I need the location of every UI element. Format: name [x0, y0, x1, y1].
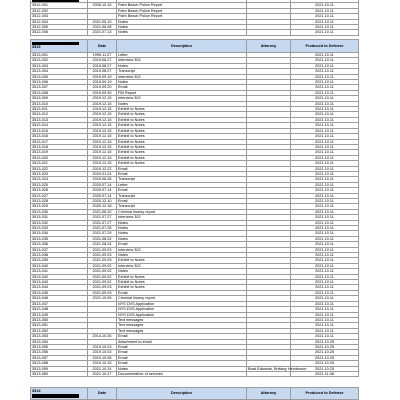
- cell-produced: 2021.11.08: [291, 371, 359, 376]
- section-label: 3514: [32, 389, 41, 393]
- cell-id: 3513-029: [31, 204, 88, 209]
- cell-id: 3513-006: [31, 80, 88, 85]
- cell-description: Exhibit to Notes: [117, 150, 247, 155]
- cell-produced: 2021.10.11: [291, 3, 359, 8]
- cell-date: 2019.10.15: [88, 361, 117, 366]
- cell-produced: 2021.10.11: [291, 171, 359, 176]
- cell-description: Email: [117, 242, 247, 247]
- cell-produced: 2021.10.11: [291, 220, 359, 225]
- cell-date: 2021.07.27: [88, 220, 117, 225]
- cell-id: 3513-004: [31, 69, 88, 74]
- cell-produced: 2021.10.25: [291, 339, 359, 344]
- cell-id: 3513-053: [31, 334, 88, 339]
- cell-id: 3513-022: [31, 166, 88, 171]
- cell-id: 3513-033: [31, 226, 88, 231]
- cell-description: Email: [117, 361, 247, 366]
- section-label: 3513: [32, 45, 41, 50]
- cell-description: Transcript: [117, 69, 247, 74]
- cell-produced: 2021.10.11: [291, 69, 359, 74]
- cell-description: Notes: [117, 231, 247, 236]
- cell-description: Letter: [117, 182, 247, 187]
- cell-date: 2021.09.03: [88, 290, 117, 295]
- cell-produced: 2021.10.25: [291, 355, 359, 360]
- cell-id: 3513-003: [31, 63, 88, 68]
- cell-date: 2021.09.03: [88, 285, 117, 290]
- cell-produced: 2021.10.11: [291, 285, 359, 290]
- cell-date: 2021.08.24: [88, 236, 117, 241]
- cell-date: 2019.08.27: [88, 58, 117, 63]
- cell-description: NYS DVS Application: [117, 312, 247, 317]
- cell-description: Notes: [117, 101, 247, 106]
- cell-description: Exhibit to Notes: [117, 134, 247, 139]
- header-attorney: Attorney: [247, 40, 291, 53]
- cell-id: 3513-044: [31, 285, 88, 290]
- cell-id: 3513-018: [31, 144, 88, 149]
- cell-date: 2020.12.18: [88, 204, 117, 209]
- redaction-bar: [32, 394, 79, 398]
- cell-produced: 2021.10.11: [291, 63, 359, 68]
- cell-produced: 2021.10.11: [291, 323, 359, 328]
- cell-description: Email: [117, 355, 247, 360]
- cell-id: 3513-051: [31, 323, 88, 328]
- cell-description: Notes: [117, 253, 247, 258]
- cell-produced: 2021.10.11: [291, 14, 359, 19]
- cell-description: Interview 302: [117, 96, 247, 101]
- cell-produced: 2021.10.11: [291, 90, 359, 95]
- cell-description: Text messages: [117, 328, 247, 333]
- cell-id: 3513-002: [31, 58, 88, 63]
- cell-id: 3513-026: [31, 188, 88, 193]
- header-attorney: Attorney: [247, 388, 291, 400]
- cell-id: 3513-015: [31, 128, 88, 133]
- cell-description: Exhibit to Notes: [117, 123, 247, 128]
- cell-id: 3513-039: [31, 258, 88, 263]
- cell-date: 2021.09.02: [88, 274, 117, 279]
- cell-produced: 2021.10.11: [291, 155, 359, 160]
- cell-produced: 2021.10.25: [291, 366, 359, 371]
- cell-date: 2020.01.24: [88, 171, 117, 176]
- cell-description: FBI Report: [117, 90, 247, 95]
- cell-description: Notes: [117, 25, 247, 30]
- cell-id: 3513-050: [31, 317, 88, 322]
- cell-date: 2019.10.03: [88, 344, 117, 349]
- cell-description: Notes: [117, 236, 247, 241]
- cell-produced: 2021.10.11: [291, 317, 359, 322]
- cell-id: 3513-014: [31, 123, 88, 128]
- cell-description: Transcript: [117, 177, 247, 182]
- cell-produced: 2021.10.11: [291, 112, 359, 117]
- cell-description: Email: [117, 166, 247, 171]
- table-body: [31, 53, 359, 377]
- cell-date: 2019.10.03: [88, 350, 117, 355]
- cell-id: 3513-017: [31, 139, 88, 144]
- cell-id: 3513-060: [31, 371, 88, 376]
- cell-attorney: Brad Edwards, Brittany Henderson: [248, 366, 307, 371]
- table-header: [31, 40, 359, 53]
- cell-id: 3513-013: [31, 117, 88, 122]
- cell-date: 2014.10.26: [88, 334, 117, 339]
- cell-produced: 2021.10.11: [291, 53, 359, 58]
- cell-date: 2019.09.19: [88, 80, 117, 85]
- cell-date: 2019.12.15: [88, 161, 117, 166]
- cell-id: 3513-041: [31, 269, 88, 274]
- cell-produced: 2021.10.11: [291, 269, 359, 274]
- cell-description: Interview 302: [117, 215, 247, 220]
- cell-description: Exhibit to Notes: [117, 144, 247, 149]
- cell-date: 2021.09.03: [88, 253, 117, 258]
- cell-id: 3513-054: [31, 339, 88, 344]
- cell-id: 3513-034: [31, 231, 88, 236]
- cell-date: 2019.12.22: [88, 166, 117, 171]
- cell-produced: 2021.10.11: [291, 182, 359, 187]
- cell-id: 3513-019: [31, 150, 88, 155]
- cell-produced: 2021.10.11: [291, 274, 359, 279]
- cell-date: 2019.08.27: [88, 63, 117, 68]
- cell-id: 3513-012: [31, 112, 88, 117]
- cell-description: Exhibit to Notes: [117, 117, 247, 122]
- cell-description: Email: [117, 188, 247, 193]
- cell-id: 3513-005: [31, 74, 88, 79]
- cell-produced: 2021.10.11: [291, 96, 359, 101]
- cell-produced: 2021.10.11: [291, 188, 359, 193]
- cell-produced: 2021.10.11: [291, 128, 359, 133]
- cell-date: 2019.10.08: [88, 355, 117, 360]
- cell-date: 2021.08.24: [88, 242, 117, 247]
- cell-produced: 2021.10.11: [291, 328, 359, 333]
- cell-date: 2021.09.02: [88, 280, 117, 285]
- cell-description: Exhibit to Notes: [117, 161, 247, 166]
- cell-description: Text messages: [117, 323, 247, 328]
- cell-produced: 2021.10.11: [291, 231, 359, 236]
- cell-date: 2019.09.20: [88, 85, 117, 90]
- cell-date: 2020.07.14: [88, 193, 117, 198]
- cell-description: Notes: [117, 220, 247, 225]
- cell-date: 2021.07.29: [88, 231, 117, 236]
- cell-id: 3513-036: [31, 242, 88, 247]
- cell-produced: 2021.10.11: [291, 117, 359, 122]
- cell-produced: 2021.10.11: [291, 58, 359, 63]
- cell-produced: 2021.10.11: [291, 150, 359, 155]
- cell-attorney: [247, 30, 291, 35]
- cell-id: 3513-028: [31, 198, 88, 203]
- cell-id: 3513-047: [31, 301, 88, 306]
- cell-date: 2019.12.15: [88, 134, 117, 139]
- log-table-continued: [30, 0, 359, 36]
- cell-produced: 2021.10.11: [291, 80, 359, 85]
- cell-date: 2020.06.26: [88, 177, 117, 182]
- cell-produced: 2021.10.11: [291, 312, 359, 317]
- cell-description: Email: [117, 85, 247, 90]
- cell-produced: 2021.10.11: [291, 253, 359, 258]
- log-table-3514: [30, 387, 359, 400]
- cell-id: 3513-011: [31, 107, 88, 112]
- cell-date: 2020.07.14: [88, 182, 117, 187]
- cell-description: Email: [117, 344, 247, 349]
- cell-id: 3513-057: [31, 355, 88, 360]
- cell-produced: 2021.10.11: [291, 177, 359, 182]
- cell-produced: 2021.10.11: [291, 247, 359, 252]
- table-row: [31, 30, 359, 35]
- cell-description: Notes: [117, 63, 247, 68]
- cell-date: 2019.12.15: [88, 123, 117, 128]
- cell-description: Notes: [117, 269, 247, 274]
- cell-produced: 2021.10.11: [291, 123, 359, 128]
- cell-description: Notes: [117, 80, 247, 85]
- cell-description: Criminal history report: [117, 209, 247, 214]
- header-description: Description: [117, 388, 247, 400]
- cell-produced: 2021.10.11: [291, 204, 359, 209]
- cell-produced: 2021.10.11: [291, 290, 359, 295]
- cell-produced: 2021.10.11: [291, 25, 359, 30]
- cell-description: Interview 302: [117, 247, 247, 252]
- cell-date: 2019.12.15: [88, 128, 117, 133]
- cell-produced: 2021.10.11: [291, 301, 359, 306]
- cell-description: Transcript: [117, 193, 247, 198]
- cell-attorney: [247, 371, 291, 376]
- cell-date: 2019.12.15: [88, 139, 117, 144]
- cell-produced: 2021.10.11: [291, 263, 359, 268]
- cell-description: NYS DVS Application: [117, 307, 247, 312]
- cell-description: Palm Beach Police Report: [117, 3, 247, 8]
- cell-produced: 2021.10.11: [291, 30, 359, 35]
- cell-id: 3512-003: [31, 14, 88, 19]
- cell-date: 2021.09.02: [88, 263, 117, 268]
- cell-produced: 2021.10.25: [291, 344, 359, 349]
- cell-id: 3513-001: [31, 53, 88, 58]
- cell-id: 3513-058: [31, 361, 88, 366]
- cell-date: 2019.12.15: [88, 107, 117, 112]
- cell-description: Exhibit to Notes: [117, 155, 247, 160]
- cell-produced: 2021.10.11: [291, 19, 359, 24]
- cell-date: 2021.09.03: [88, 247, 117, 252]
- cell-description: Email: [117, 350, 247, 355]
- cell-date: 2019.12.15: [88, 144, 117, 149]
- cell-id: 3513-046: [31, 296, 88, 301]
- cell-id: 3513-037: [31, 247, 88, 252]
- cell-date: 2019.08.27: [88, 69, 117, 74]
- table-body: [31, 0, 359, 35]
- cell-produced: 2021.10.11: [291, 258, 359, 263]
- cell-produced: 2021.10.11: [291, 242, 359, 247]
- cell-date: 2021.07.13: [88, 30, 117, 35]
- cell-id: 3513-042: [31, 274, 88, 279]
- cell-produced: 2021.10.11: [291, 280, 359, 285]
- cell-produced: 2021.10.11: [291, 334, 359, 339]
- cell-date: 2021.05.19: [88, 19, 117, 24]
- cell-date: 2021.06.20: [88, 209, 117, 214]
- cell-id: 3513-020: [31, 155, 88, 160]
- cell-date: 2005.10.15: [88, 3, 117, 8]
- cell-id: 3513-030: [31, 209, 88, 214]
- cell-produced: 2021.10.11: [291, 144, 359, 149]
- cell-id: 3512-006: [31, 30, 88, 35]
- cell-produced: 2021.10.11: [291, 198, 359, 203]
- cell-id: 3512-005: [31, 25, 88, 30]
- cell-produced: 2021.10.11: [291, 166, 359, 171]
- log-table-3513: [30, 39, 359, 377]
- cell-id: 3513-031: [31, 215, 88, 220]
- cell-description: Letter: [117, 53, 247, 58]
- cell-date: 2019.09.19: [88, 74, 117, 79]
- cell-date: 2019.12.15: [88, 101, 117, 106]
- cell-id: 3513-016: [31, 134, 88, 139]
- cell-produced: 2021.10.11: [291, 226, 359, 231]
- cell-produced: 2021.10.25: [291, 350, 359, 355]
- cell-id: 3513-040: [31, 263, 88, 268]
- cell-id: 3513-059: [31, 366, 88, 371]
- cell-description: Email: [117, 198, 247, 203]
- cell-produced: 2021.10.11: [291, 161, 359, 166]
- cell-date: 2020.12.10: [88, 198, 117, 203]
- cell-produced: 2021.10.11: [291, 8, 359, 13]
- cell-description: Criminal history report: [117, 296, 247, 301]
- cell-description: Palm Beach Police Report: [117, 8, 247, 13]
- cell-date: 2021.10.24: [88, 366, 117, 371]
- cell-description: Interview 302: [117, 74, 247, 79]
- cell-id: 3513-055: [31, 344, 88, 349]
- cell-produced: 2021.10.11: [291, 134, 359, 139]
- cell-id: 3512-001: [31, 3, 88, 8]
- header-date: Date: [88, 40, 117, 53]
- cell-id: 3512-004: [31, 19, 88, 24]
- cell-description: NYS DVS Application: [117, 301, 247, 306]
- table-header: [31, 388, 359, 400]
- cell-id: 3513-025: [31, 182, 88, 187]
- cell-produced: 2021.10.11: [291, 307, 359, 312]
- cell-id: 3513-021: [31, 161, 88, 166]
- cell-date: 2021.07.27: [88, 215, 117, 220]
- cell-produced: 2021.10.11: [291, 139, 359, 144]
- cell-produced: 2021.10.11: [291, 215, 359, 220]
- cell-description: Transcript: [117, 204, 247, 209]
- cell-description: Exhibit to Notes: [117, 258, 247, 263]
- cell-date: 2021.10.06: [88, 296, 117, 301]
- cell-id: 3513-023: [31, 171, 88, 176]
- header-id-cell: [31, 388, 88, 400]
- cell-id: 3513-049: [31, 312, 88, 317]
- cell-produced: 2021.10.11: [291, 236, 359, 241]
- cell-description: Notes: [117, 19, 247, 24]
- cell-date: 2019.12.15: [88, 112, 117, 117]
- cell-produced: 2021.10.11: [291, 101, 359, 106]
- cell-produced: 2021.10.11: [291, 74, 359, 79]
- header-description: Description: [117, 40, 247, 53]
- cell-id: 3513-024: [31, 177, 88, 182]
- cell-date: 2019.12.15: [88, 117, 117, 122]
- cell-id: 3513-045: [31, 290, 88, 295]
- cell-date: 2021.07.28: [88, 226, 117, 231]
- cell-produced: 2021.10.11: [291, 209, 359, 214]
- cell-date: 2021.09.03: [88, 258, 117, 263]
- cell-description: Email: [117, 171, 247, 176]
- cell-description: Exhibit to Notes: [117, 285, 247, 290]
- cell-id: 3513-008: [31, 90, 88, 95]
- cell-id: 3513-007: [31, 85, 88, 90]
- cell-description: Exhibit to Notes: [117, 112, 247, 117]
- cell-id: 3513-043: [31, 280, 88, 285]
- cell-id: 3513-056: [31, 350, 88, 355]
- cell-description: Text messages: [117, 317, 247, 322]
- cell-date: 2021.09.02: [88, 269, 117, 274]
- cell-id: 3513-027: [31, 193, 88, 198]
- cell-description: Exhibit to Notes: [117, 280, 247, 285]
- cell-produced: 2021.10.11: [291, 193, 359, 198]
- header-id-cell: [31, 40, 88, 53]
- cell-produced: 2021.10.11: [291, 107, 359, 112]
- cell-date: 2019.12.15: [88, 96, 117, 101]
- cell-produced: 2021.10.11: [291, 296, 359, 301]
- table-header-row: [31, 388, 359, 400]
- cell-description: Email: [117, 334, 247, 339]
- cell-id: 3513-035: [31, 236, 88, 241]
- cell-description: Exhibit to Notes: [117, 274, 247, 279]
- header-produced: Produced to Defense: [291, 40, 359, 53]
- cell-description: Interview 302: [117, 263, 247, 268]
- cell-id: 3513-032: [31, 220, 88, 225]
- cell-description: Email: [117, 290, 247, 295]
- cell-date: 2020.07.14: [88, 188, 117, 193]
- cell-date: 1995.11.07: [88, 53, 117, 58]
- header-produced: Produced to Defense: [291, 388, 359, 400]
- cell-produced: 2021.10.25: [291, 361, 359, 366]
- cell-date: 2021.06.08: [88, 25, 117, 30]
- cell-date: 2021.10.27: [88, 371, 117, 376]
- cell-date: 2019.09.30: [88, 90, 117, 95]
- cell-description: Notes: [117, 226, 247, 231]
- table-header-row: [31, 40, 359, 53]
- cell-description: Notes: [117, 30, 247, 35]
- cell-date: 2019.12.15: [88, 155, 117, 160]
- cell-description: Palm Beach Police Report: [117, 14, 247, 19]
- cell-id: 3513-038: [31, 253, 88, 258]
- cell-description: Notes: [117, 366, 247, 371]
- cell-produced: 2021.10.11: [291, 85, 359, 90]
- cell-description: Interview 302: [117, 58, 247, 63]
- cell-description: Attachment to email: [117, 339, 247, 344]
- cell-description: Exhibit to Notes: [117, 107, 247, 112]
- cell-id: 3513-010: [31, 101, 88, 106]
- cell-id: 3513-048: [31, 307, 88, 312]
- header-date: Date: [88, 388, 117, 400]
- cell-description: Exhibit to Notes: [117, 139, 247, 144]
- cell-description: Documentation of services: [117, 371, 247, 376]
- cell-description: Exhibit to Notes: [117, 128, 247, 133]
- table-row: [31, 371, 359, 376]
- cell-id: 3513-052: [31, 328, 88, 333]
- cell-id: 3513-009: [31, 96, 88, 101]
- cell-id: 3512-002: [31, 8, 88, 13]
- cell-date: 2019.12.15: [88, 150, 117, 155]
